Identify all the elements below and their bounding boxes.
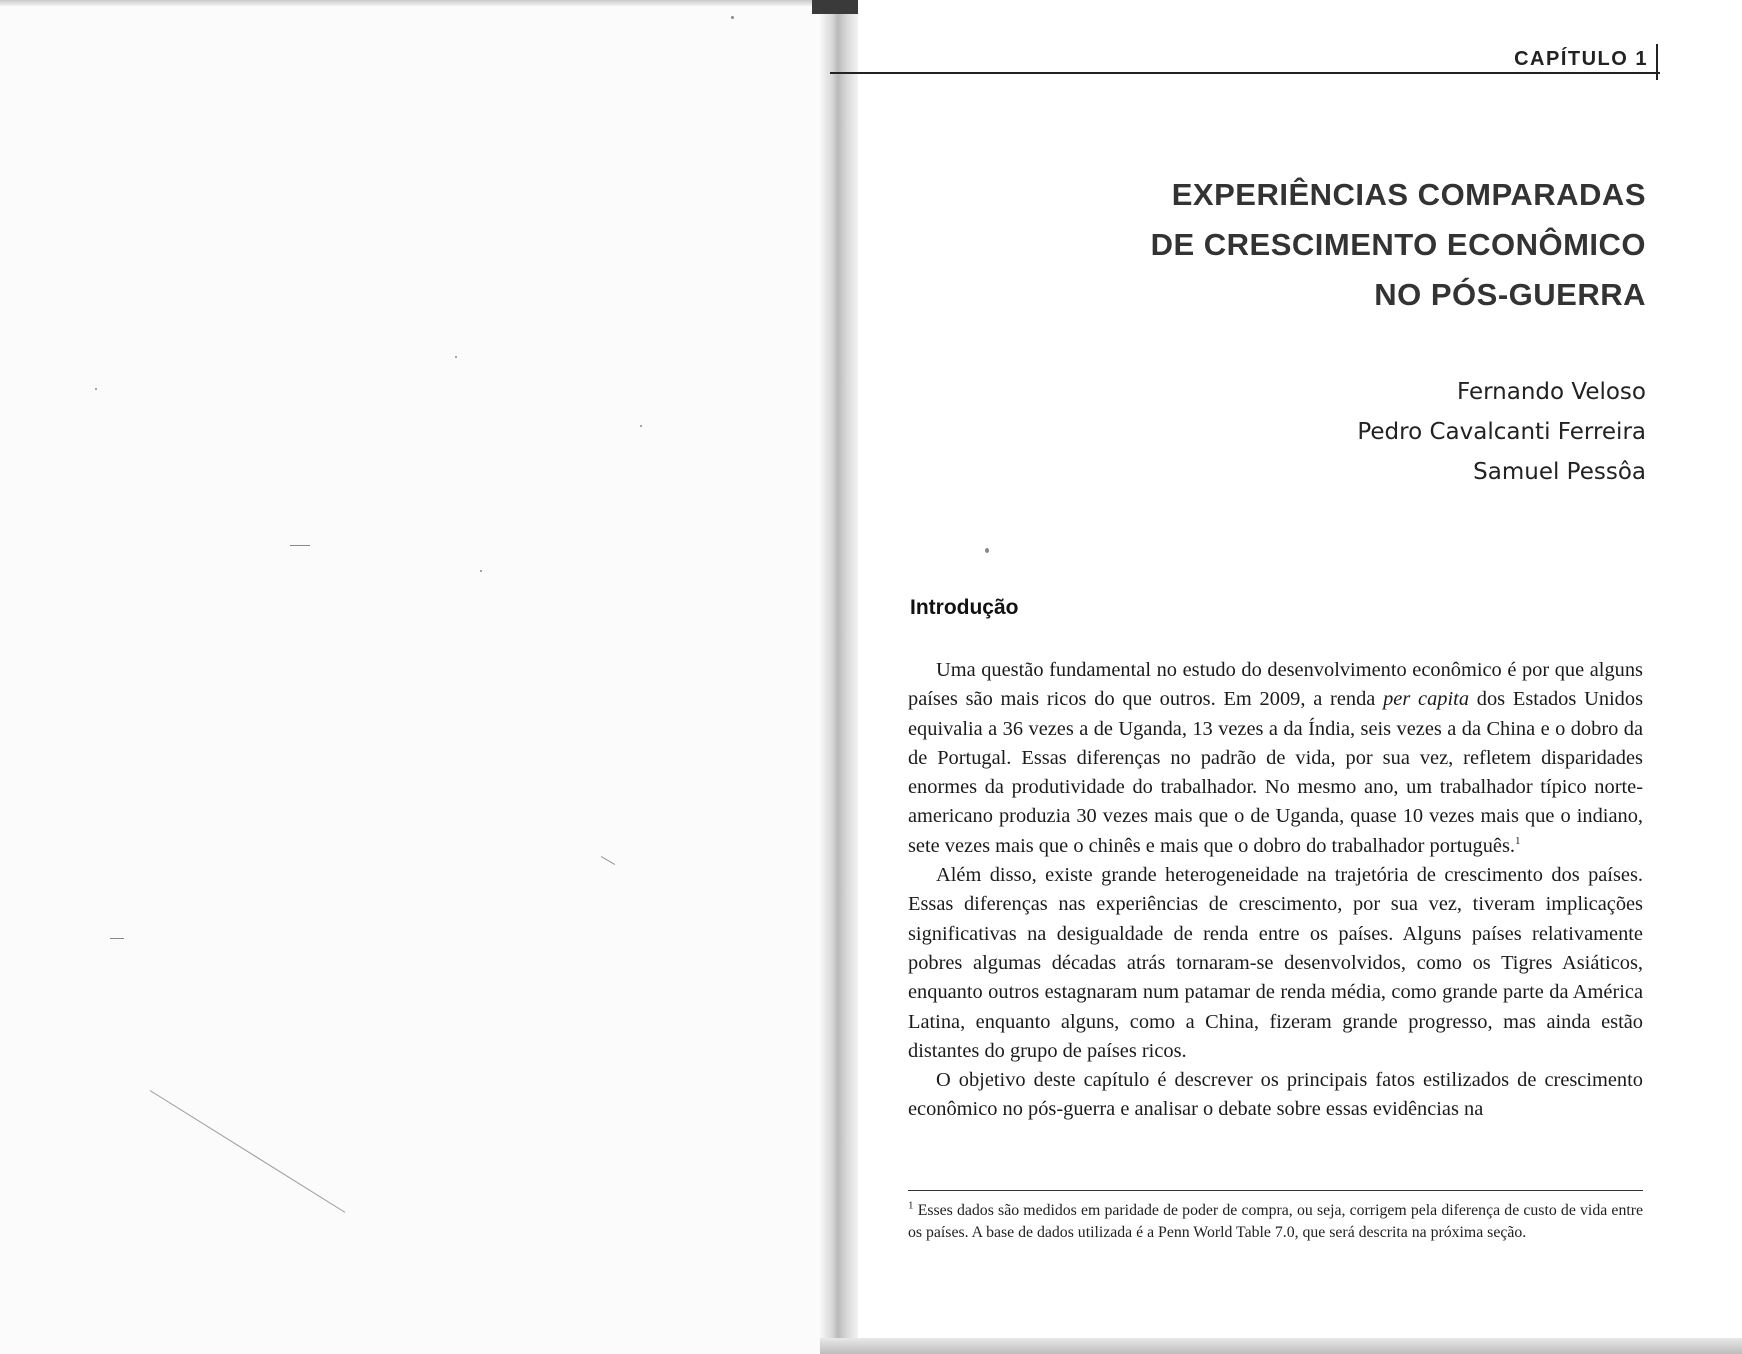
author-3: Samuel Pessôa <box>1473 459 1646 485</box>
footnote-ref: 1 <box>1515 834 1521 847</box>
per-capita-emphasis: per capita <box>1383 688 1470 711</box>
scan-speck <box>640 425 642 427</box>
paragraph-2: Além disso, existe grande heterogeneidade na trajetória de crescimento dos países. Essas diferenças nas experiências de crescimento, por sua vez, tiveram implicações significativas na desigualdade de renda entre os países. Alguns países relativamente pobres algumas décadas atrás tornaram-se desenvolvidos, como os Tigres Asiáticos, enquanto outros estagnaram num patamar de renda média, como grande parte da América Latina, enquanto alguns, como a China, fizeram grande progresso, mas ainda estão distantes do grupo de países ricos. <box>908 864 1643 1062</box>
footnote-rule <box>908 1190 1643 1191</box>
paragraph-1-b: dos Estados Unidos equivalia a 36 vezes a de Uganda, 13 vezes a da Índia, seis vezes a da China e o dobro da de Portugal. Essas diferenças no padrão de vida, por sua vez, refletem disparidades enormes da produtividade do trabalhador. No mesmo ano, um trabalhador típico norte-americano produzia 30 vezes mais que o de Uganda, quase 10 vezes mais que o indiano, sete vezes mais que o chinês e mais que o dobro do trabalhador português. <box>908 688 1644 857</box>
paragraph-1 <box>908 656 1643 861</box>
chapter-label: CAPÍTULO 1 <box>1514 48 1648 70</box>
blank-left-page <box>0 0 820 1354</box>
chapter-title <box>946 170 1646 320</box>
scan-speck <box>110 938 124 939</box>
body-text <box>908 656 1643 1125</box>
title-line-1: EXPERIÊNCIAS COMPARADAS <box>1171 177 1646 212</box>
title-line-3: NO PÓS-GUERRA <box>1374 277 1646 312</box>
scan-speck <box>95 388 97 390</box>
header-rule <box>830 72 1660 74</box>
scan-speck <box>290 545 310 546</box>
footnote-text: Esses dados são medidos em paridade de poder de compra, ou seja, corrigem pela diferença de custo de vida entre os países. A base de dados utilizada é a Penn World Table 7.0, que será descrita na próxima seção. <box>908 1202 1643 1241</box>
title-line-2: DE CRESCIMENTO ECONÔMICO <box>1150 227 1646 262</box>
book-gutter <box>818 0 858 1354</box>
left-page-top-edge <box>0 0 820 6</box>
footnote-mark: 1 <box>908 1199 914 1212</box>
page-bottom-edge <box>820 1338 1742 1354</box>
scan-speck <box>480 570 482 572</box>
footnote <box>908 1200 1643 1244</box>
paragraph-1-a: Uma questão fundamental no estudo do desenvolvimento econômico é por que alguns países são mais ricos do que outros. Em 2009, a renda <box>908 659 1643 711</box>
author-2: Pedro Cavalcanti Ferreira <box>1357 419 1646 445</box>
scan-speck <box>455 356 457 358</box>
header-vertical-bar <box>1656 44 1658 80</box>
paragraph-3: O objetivo deste capítulo é descrever os principais fatos estilizados de crescimento econômico no pós-guerra e analisar o debate sobre essas evidências na <box>908 1069 1643 1121</box>
authors <box>1146 372 1646 492</box>
author-1: Fernando Veloso <box>1456 379 1646 405</box>
scan-speck <box>985 548 989 553</box>
scan-speck <box>731 16 734 19</box>
section-heading: Introdução <box>910 596 1019 619</box>
